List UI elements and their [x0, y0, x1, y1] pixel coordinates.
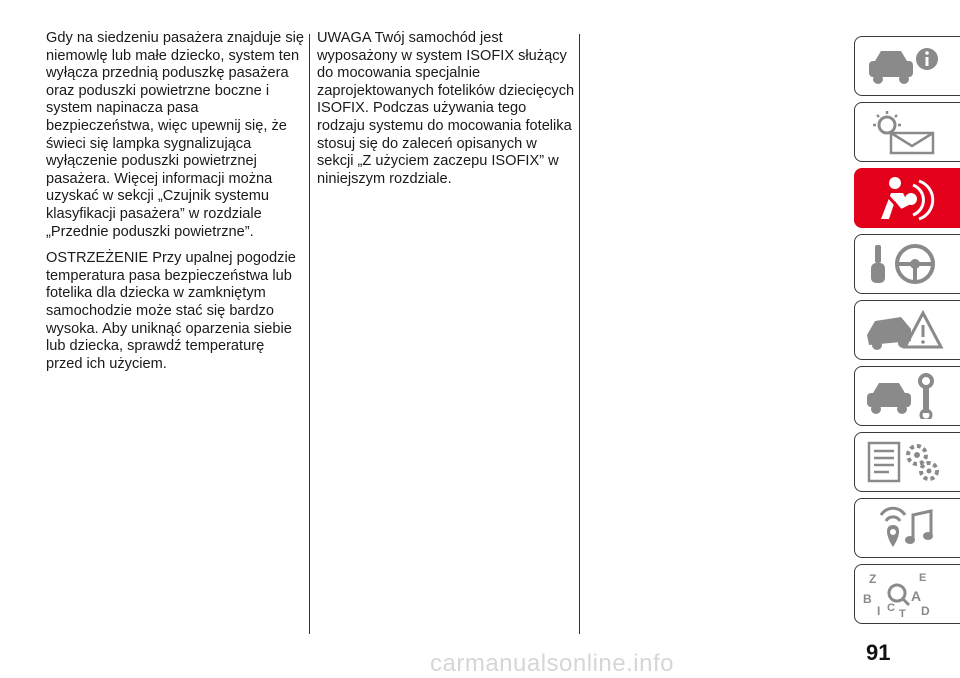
seatbelt-airbag-icon — [861, 175, 947, 221]
multimedia-icon — [861, 505, 947, 551]
tab-car-info[interactable] — [854, 36, 960, 96]
car-info-icon — [861, 43, 947, 89]
column-divider-left — [309, 34, 310, 634]
tab-safety[interactable] — [854, 168, 960, 228]
index-letter: D — [921, 604, 930, 617]
warning-lights-envelope-icon — [861, 109, 947, 155]
left-column — [46, 30, 304, 382]
index-letter: I — [877, 604, 881, 617]
tab-multimedia[interactable] — [854, 498, 960, 558]
isofix-note-paragraph: UWAGA Twój samochód jest wyposażony w system ISOFIX służący do mocowania specjalnie zaprojektowanych fotelików dziecięcych ISOFIX. Podczas używania tego rodzaju systemu do mocowania fotelika stosuj się do zaleceń opisanych w sekcji „Z użyciem zaczepu ISOFIX” w niniejszym rozdziale. — [317, 30, 575, 187]
tab-emergency[interactable] — [854, 300, 960, 360]
alphabetical-index-icon — [861, 571, 947, 617]
chapter-tabs — [854, 36, 960, 630]
spec-list-gears-icon — [861, 439, 947, 485]
car-accident-warning-icon — [861, 307, 947, 353]
tab-index[interactable] — [854, 564, 960, 624]
child-seat-airbag-paragraph: Gdy na siedzeniu pasażera znajduje się niemowlę lub małe dziecko, system ten wyłącza przednią poduszkę pasażera oraz poduszki powietrzne boczne i system napinacza pasa bezpieczeństwa, więc upewnij się, że świeci się lampka sygnalizująca wyłączenie poduszki powietrznej pasażera. Więcej informacji można uzyskać w sekcji „Czujnik systemu klasyfikacji pasażera” w rozdziale „Przednie poduszki powietrzne”. — [46, 30, 304, 240]
tab-maintenance[interactable] — [854, 366, 960, 426]
tab-starting-driving[interactable] — [854, 234, 960, 294]
index-letter: B — [863, 592, 872, 606]
index-letter: E — [919, 572, 927, 584]
tab-technical-data[interactable] — [854, 432, 960, 492]
key-steering-wheel-icon — [861, 241, 947, 287]
column-divider-right — [579, 34, 580, 634]
index-letter: A — [911, 588, 922, 604]
page-number: 91 — [866, 640, 891, 665]
index-letter: Z — [869, 572, 877, 586]
car-wrench-icon — [861, 373, 947, 419]
index-letter: T — [899, 608, 906, 617]
warning-paragraph: OSTRZEŻENIE Przy upalnej pogodzie temperatura pasa bezpieczeństwa lub fotelika dla dziecka w zamkniętym samochodzie może stać się bardzo wysoka. Aby uniknąć oparzenia siebie lub dziecka, sprawdź temperaturę przed ich użyciem. — [46, 250, 296, 372]
tab-warning-lights[interactable] — [854, 102, 960, 162]
middle-column — [317, 30, 575, 197]
index-letter: C — [887, 602, 895, 614]
watermark: carmanualsonline.info — [430, 650, 674, 677]
